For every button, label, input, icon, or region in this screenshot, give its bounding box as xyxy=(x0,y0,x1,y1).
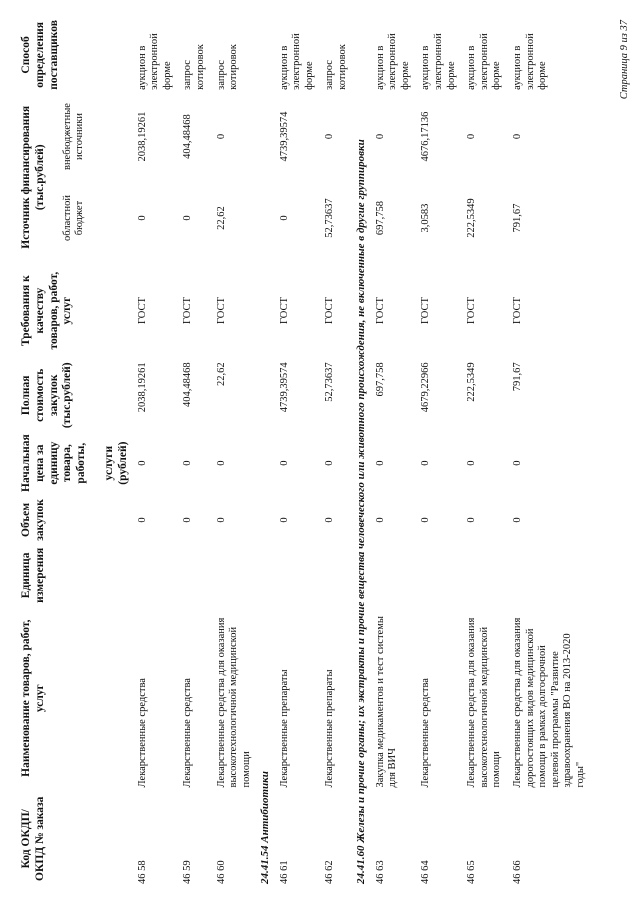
cell-unit xyxy=(320,545,353,606)
cell-total: 222,5349 xyxy=(466,362,478,402)
cell-price: 0 xyxy=(420,460,432,466)
cell-total: 2038,19261 xyxy=(136,362,148,413)
cell-price: 0 xyxy=(182,460,194,466)
header-name: Наименование товаров, работ, услуг xyxy=(20,619,46,777)
cell-requirements: ГОСТ xyxy=(420,297,432,325)
cell-source-extra: 0 xyxy=(215,133,227,140)
cell-method: запрос котировок xyxy=(324,44,348,90)
cell-source-regional: 0 xyxy=(136,215,148,221)
cell-volume: 0 xyxy=(324,517,336,523)
cell-name: Закупка медикаментов и тест системы для ВИЧ xyxy=(374,616,399,788)
cell-source-regional: 0 xyxy=(278,215,290,221)
cell-source xyxy=(178,93,211,262)
cell-name: Лекарственные средства для оказания высокотехнологичной медицинской помощи xyxy=(466,617,503,788)
cell-unit xyxy=(212,545,258,606)
cell-requirements: ГОСТ xyxy=(136,297,148,325)
cell-source-extra: 2038,19261 xyxy=(136,111,148,162)
cell-source xyxy=(508,93,592,262)
cell-method: аукцион в электронной форме xyxy=(278,33,315,90)
cell-code: 46 61 xyxy=(278,860,290,884)
cell-source xyxy=(212,93,258,262)
cell-unit xyxy=(508,545,592,606)
table-row xyxy=(462,17,508,887)
cell-price: 0 xyxy=(278,460,290,466)
cell-requirements: ГОСТ xyxy=(278,297,290,325)
header-method: Способ определения поставщиков xyxy=(20,20,60,90)
cell-unit xyxy=(178,545,211,606)
cell-total: 697,758 xyxy=(374,362,386,397)
header-volume: Объем закупок xyxy=(20,499,46,541)
cell-volume: 0 xyxy=(420,517,432,523)
header-price-main: Начальная цена за единицу товара, работы, xyxy=(20,434,88,492)
group-heading: 24.41.54 Антибиотики xyxy=(259,771,272,884)
cell-total: 791,67 xyxy=(512,362,524,392)
cell-unit xyxy=(133,545,179,606)
cell-price: 0 xyxy=(215,460,227,466)
cell-total: 404,48468 xyxy=(182,362,194,408)
header-source-main: Источник финансирования (тыс.рублей) xyxy=(20,105,46,249)
header-total: Полная стоимость закупок (тыс.рублей) xyxy=(20,362,74,429)
cell-source xyxy=(275,93,321,262)
cell-source-regional: 791,67 xyxy=(512,203,524,233)
header-price xyxy=(18,431,133,495)
cell-code: 46 65 xyxy=(466,860,478,884)
cell-volume: 0 xyxy=(136,517,148,523)
cell-source-regional: 3,0583 xyxy=(420,203,432,233)
cell-source xyxy=(416,93,462,262)
cell-volume: 0 xyxy=(466,517,478,523)
group-heading-row xyxy=(257,17,274,887)
cell-code: 46 63 xyxy=(374,860,386,884)
cell-total: 4679,22966 xyxy=(420,362,432,413)
cell-code: 46 58 xyxy=(136,860,148,884)
cell-total: 52,73637 xyxy=(324,362,336,402)
cell-name: Лекарственные препараты xyxy=(278,669,290,788)
cell-price: 0 xyxy=(512,460,524,466)
cell-source-extra: 4739,39574 xyxy=(278,111,290,162)
cell-requirements: ГОСТ xyxy=(512,297,524,325)
cell-method: аукцион в электронной форме xyxy=(136,33,173,90)
table-row xyxy=(416,17,462,887)
cell-code: 46 62 xyxy=(324,860,336,884)
header-source-extra: внебюджетные источники xyxy=(61,103,86,171)
cell-source xyxy=(133,93,179,262)
cell-code: 46 64 xyxy=(420,860,432,884)
cell-price: 0 xyxy=(324,460,336,466)
header-requirements: Требования к качеству товаров, работ, услуг xyxy=(20,271,74,350)
procurement-table xyxy=(18,17,592,887)
cell-volume: 0 xyxy=(278,517,290,523)
cell-total: 4739,39574 xyxy=(278,362,290,413)
table-row xyxy=(508,17,592,887)
table-row xyxy=(275,17,321,887)
cell-unit xyxy=(416,545,462,606)
cell-name: Лекарственные средства xyxy=(420,678,432,788)
cell-name: Лекарственные средства xyxy=(136,678,148,788)
cell-price: 0 xyxy=(374,460,386,466)
cell-volume: 0 xyxy=(182,517,194,523)
cell-requirements: ГОСТ xyxy=(374,297,386,325)
cell-code: 46 59 xyxy=(182,860,194,884)
group-heading-row xyxy=(353,17,370,887)
cell-volume: 0 xyxy=(512,517,524,523)
cell-source-regional: 52,73637 xyxy=(324,198,336,238)
cell-source-regional: 0 xyxy=(182,215,194,221)
cell-requirements: ГОСТ xyxy=(215,297,227,325)
table-row xyxy=(371,17,417,887)
cell-name: Лекарственные препараты xyxy=(324,669,336,788)
cell-code: 46 60 xyxy=(215,860,227,884)
cell-source-regional: 697,758 xyxy=(374,200,386,236)
cell-total: 22,62 xyxy=(215,362,227,387)
cell-price: 0 xyxy=(136,460,148,466)
cell-source-extra: 0 xyxy=(466,133,478,140)
cell-unit xyxy=(371,545,417,606)
header-unit: Единица измерения xyxy=(20,547,46,603)
cell-volume: 0 xyxy=(374,517,386,523)
cell-method: аукцион в электронной форме xyxy=(420,33,457,90)
cell-method: запрос котировок xyxy=(215,44,240,90)
table-body xyxy=(133,17,592,887)
cell-unit xyxy=(275,545,321,606)
cell-name: Лекарственные средства для оказания высокотехнологичной медицинской помощи xyxy=(215,617,252,788)
cell-source-extra: 0 xyxy=(324,133,336,140)
cell-price: 0 xyxy=(466,460,478,466)
header-price-sub: услуги (рублей) xyxy=(102,441,129,485)
cell-source xyxy=(371,93,417,262)
cell-source-extra: 0 xyxy=(374,133,386,140)
page-footer: Страница 9 из 37 xyxy=(619,20,630,100)
cell-requirements: ГОСТ xyxy=(182,297,194,325)
cell-method: аукцион в электронной форме xyxy=(374,33,411,90)
header-source xyxy=(18,93,133,262)
table-row xyxy=(178,17,211,887)
cell-code: 46 66 xyxy=(512,860,524,884)
cell-unit xyxy=(462,545,508,606)
table-row xyxy=(320,17,353,887)
cell-source-regional: 22,62 xyxy=(215,206,227,230)
cell-method: запрос котировок xyxy=(182,44,206,90)
cell-method: аукцион в электронной форме xyxy=(466,33,503,90)
header-code: Код ОКДП/ ОКПД № заказа xyxy=(20,796,46,881)
cell-requirements: ГОСТ xyxy=(466,297,478,325)
cell-source-extra: 0 xyxy=(512,133,524,140)
cell-name: Лекарственные средства для оказания дорогостоящих видов медицинской помощи в рамках долгосрочной целевой программы "Развитие здравоохранения ВО на 2013-2020 годы" xyxy=(512,617,586,788)
cell-name: Лекарственные средства xyxy=(182,678,194,788)
group-heading: 24.41.60 Железы и прочие органы; их экстракты и прочие вещества человеческого или животного происхождения, не включенные в другие группировки xyxy=(355,139,368,884)
table-row xyxy=(133,17,179,887)
cell-method: аукцион в электронной форме xyxy=(512,33,549,90)
cell-source xyxy=(462,93,508,262)
header-source-regional: областной бюджет xyxy=(61,195,86,241)
table-row xyxy=(212,17,258,887)
cell-source xyxy=(320,93,353,262)
table-header-row xyxy=(18,17,133,887)
cell-requirements: ГОСТ xyxy=(324,297,336,325)
cell-source-regional: 222,5349 xyxy=(466,198,478,238)
cell-source-extra: 404,48468 xyxy=(182,114,194,159)
cell-source-extra: 4676,17136 xyxy=(420,111,432,162)
cell-volume: 0 xyxy=(215,517,227,523)
